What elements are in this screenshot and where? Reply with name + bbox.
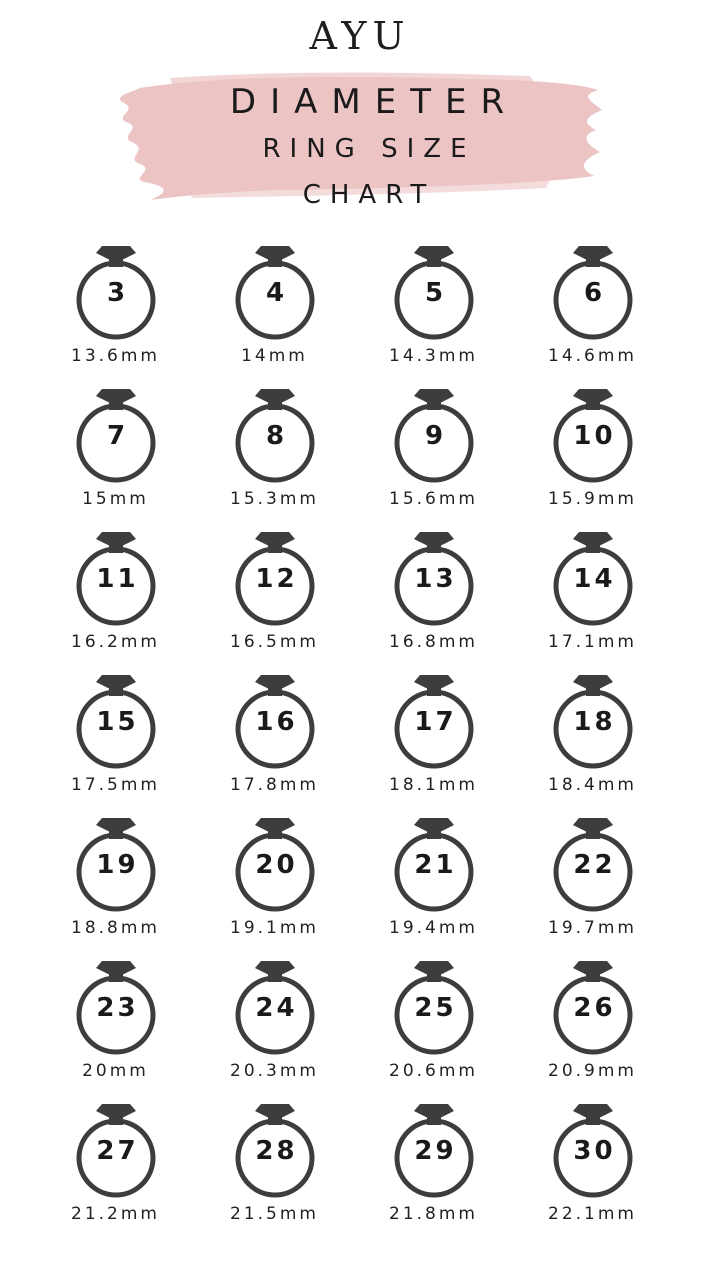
- ring-diameter-label: 18.1mm: [389, 775, 478, 795]
- ring-diameter-label: 20.6mm: [389, 1061, 478, 1081]
- ring-size-number: 9: [424, 421, 447, 451]
- ring-size-number: 30: [573, 1136, 616, 1166]
- ring-diameter-label: 14.6mm: [548, 346, 637, 366]
- ring-size-number: 7: [106, 421, 129, 451]
- ring-diameter-label: 15.6mm: [389, 489, 478, 509]
- title-diameter: DIAMETER: [229, 82, 519, 122]
- ring-diameter-label: 20.9mm: [548, 1061, 637, 1081]
- ring-diameter-label: 20mm: [82, 1061, 149, 1081]
- ring-size-number: 21: [414, 850, 457, 880]
- ring-diameter-label: 16.2mm: [71, 632, 160, 652]
- ring-size-cell: [354, 1100, 513, 1243]
- ring-size-number: 20: [255, 850, 298, 880]
- ring-size-number: 16: [255, 707, 298, 737]
- ring-size-number: 6: [583, 278, 606, 308]
- ring-size-cell: [195, 1100, 354, 1243]
- ring-size-number: 19: [96, 850, 139, 880]
- ring-size-cell: [513, 957, 672, 1100]
- ring-size-number: 29: [414, 1136, 457, 1166]
- ring-size-number: 13: [414, 564, 457, 594]
- ring-size-number: 4: [265, 278, 288, 308]
- ring-diameter-label: 22.1mm: [548, 1204, 637, 1224]
- ring-diameter-label: 21.8mm: [389, 1204, 478, 1224]
- ring-diameter-label: 17.8mm: [230, 775, 319, 795]
- ring-size-cell: [195, 814, 354, 957]
- ring-size-cell: [36, 1100, 195, 1243]
- ring-size-cell: [513, 814, 672, 957]
- ring-size-number: 17: [414, 707, 457, 737]
- ring-diameter-label: 19.4mm: [389, 918, 478, 938]
- ring-size-number: 12: [255, 564, 298, 594]
- ring-size-number: 24: [255, 993, 298, 1023]
- ring-size-cell: [354, 242, 513, 385]
- ring-diameter-label: 17.1mm: [548, 632, 637, 652]
- ring-size-cell: [354, 957, 513, 1100]
- ring-size-cell: [36, 528, 195, 671]
- ring-size-number: 23: [96, 993, 139, 1023]
- ring-diameter-label: 14mm: [241, 346, 308, 366]
- ring-size-cell: [513, 1100, 672, 1243]
- ring-diameter-label: 15mm: [82, 489, 149, 509]
- ring-size-number: 15: [96, 707, 139, 737]
- ring-diameter-label: 15.3mm: [230, 489, 319, 509]
- ring-diameter-label: 21.2mm: [71, 1204, 160, 1224]
- ring-size-number: 18: [573, 707, 616, 737]
- ring-size-cell: [354, 528, 513, 671]
- ring-diameter-label: 20.3mm: [230, 1061, 319, 1081]
- ring-size-number: 8: [265, 421, 288, 451]
- ring-size-cell: [195, 957, 354, 1100]
- ring-size-number: 27: [96, 1136, 139, 1166]
- ring-size-cell: [36, 385, 195, 528]
- ring-diameter-label: 19.1mm: [230, 918, 319, 938]
- ring-size-cell: [354, 385, 513, 528]
- ring-size-cell: [513, 528, 672, 671]
- ring-size-cell: [195, 671, 354, 814]
- ring-size-number: 3: [106, 278, 129, 308]
- title-chart: CHART: [302, 180, 436, 210]
- ring-size-cell: [195, 242, 354, 385]
- title-ring-size: RING SIZE: [262, 134, 476, 164]
- ring-size-grid: [36, 242, 684, 1243]
- ring-diameter-label: 21.5mm: [230, 1204, 319, 1224]
- ring-size-number: 22: [573, 850, 616, 880]
- ring-size-number: 25: [414, 993, 457, 1023]
- ring-size-cell: [354, 814, 513, 957]
- ring-size-cell: [513, 242, 672, 385]
- ring-diameter-label: 18.4mm: [548, 775, 637, 795]
- ring-size-cell: [195, 385, 354, 528]
- ring-size-number: 26: [573, 993, 616, 1023]
- ring-diameter-label: 15.9mm: [548, 489, 637, 509]
- ring-size-number: 11: [96, 564, 139, 594]
- ring-diameter-label: 16.5mm: [230, 632, 319, 652]
- ring-size-cell: [36, 671, 195, 814]
- ring-diameter-label: 14.3mm: [389, 346, 478, 366]
- ring-size-cell: [513, 671, 672, 814]
- ring-size-cell: [195, 528, 354, 671]
- ring-diameter-label: 18.8mm: [71, 918, 160, 938]
- ring-size-number: 5: [424, 278, 447, 308]
- ring-diameter-label: 13.6mm: [71, 346, 160, 366]
- brand-logo: AYU: [309, 14, 411, 58]
- ring-diameter-label: 19.7mm: [548, 918, 637, 938]
- ring-size-number: 28: [255, 1136, 298, 1166]
- ring-size-cell: [513, 385, 672, 528]
- ring-size-number: 14: [573, 564, 616, 594]
- ring-diameter-label: 16.8mm: [389, 632, 478, 652]
- ring-size-number: 10: [573, 421, 616, 451]
- ring-size-cell: [36, 242, 195, 385]
- ring-size-cell: [36, 957, 195, 1100]
- ring-size-cell: [354, 671, 513, 814]
- ring-diameter-label: 17.5mm: [71, 775, 160, 795]
- ring-size-cell: [36, 814, 195, 957]
